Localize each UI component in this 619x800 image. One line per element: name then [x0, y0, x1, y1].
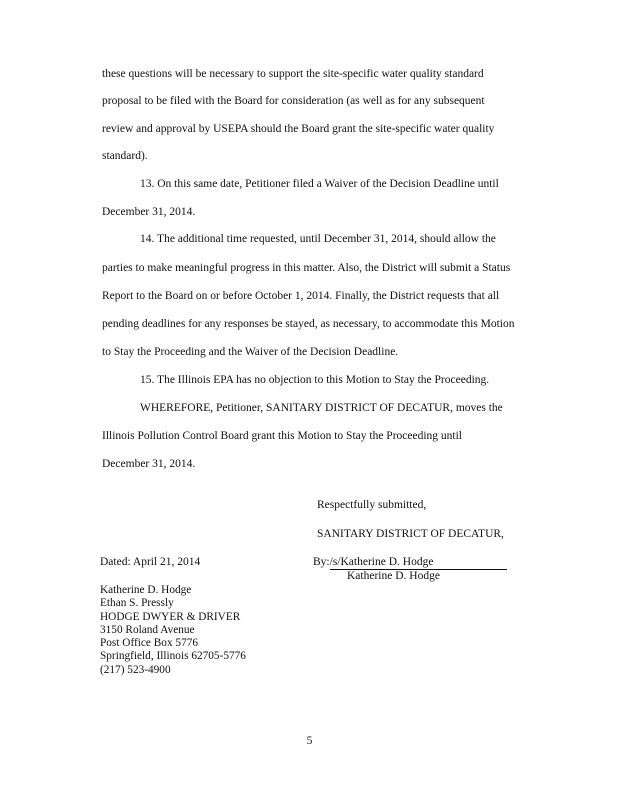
body-line: proposal to be filed with the Board for consideration (as well as for any subsequent — [102, 95, 485, 107]
printed-name: Katherine D. Hodge — [347, 570, 440, 582]
counsel-line: HODGE DWYER & DRIVER — [100, 610, 241, 623]
counsel-line: 3150 Roland Avenue — [100, 623, 195, 636]
party-name: SANITARY DISTRICT OF DECATUR, — [317, 528, 504, 540]
counsel-block — [100, 584, 246, 677]
body-line: parties to make meaningful progress in this matter. Also, the District will submit a Status — [102, 262, 511, 274]
paragraph-15: 15. The Illinois EPA has no objection to this Motion to Stay the Proceeding. — [140, 374, 490, 386]
by-label: By: — [313, 556, 330, 568]
body-line: Report to the Board on or before October 1, 2014. Finally, the District requests that all — [102, 290, 500, 302]
date-line: Dated: April 21, 2014 — [100, 556, 201, 568]
body-line: these questions will be necessary to support the site-specific water quality standard — [102, 68, 484, 80]
body-line: December 31, 2014. — [102, 458, 196, 470]
body-line: standard). — [102, 150, 148, 162]
counsel-line: Ethan S. Pressly — [100, 597, 174, 610]
signature-line — [313, 557, 507, 570]
counsel-line: (217) 523-4900 — [100, 663, 171, 676]
page-number: 5 — [306, 735, 313, 747]
body-line: review and approval by USEPA should the Board grant the site-specific water quality — [102, 123, 495, 135]
electronic-signature: /s/Katherine D. Hodge — [330, 557, 507, 570]
paragraph-13: 13. On this same date, Petitioner filed a Waiver of the Decision Deadline until — [140, 178, 499, 190]
closing-text: Respectfully submitted, — [317, 499, 427, 511]
counsel-line: Springfield, Illinois 62705-5776 — [100, 650, 246, 663]
body-line: pending deadlines for any responses be stayed, as necessary, to accommodate this Motion — [102, 318, 515, 330]
body-line: Illinois Pollution Control Board grant this Motion to Stay the Proceeding until — [102, 430, 462, 442]
body-line: to Stay the Proceeding and the Waiver of the Decision Deadline. — [102, 346, 399, 358]
counsel-line: Katherine D. Hodge — [100, 584, 192, 596]
wherefore-clause: WHEREFORE, Petitioner, SANITARY DISTRICT OF DECATUR, moves the — [140, 402, 503, 414]
counsel-line: Post Office Box 5776 — [100, 637, 199, 650]
body-line: December 31, 2014. — [102, 206, 196, 218]
paragraph-14: 14. The additional time requested, until December 31, 2014, should allow the — [140, 233, 496, 245]
